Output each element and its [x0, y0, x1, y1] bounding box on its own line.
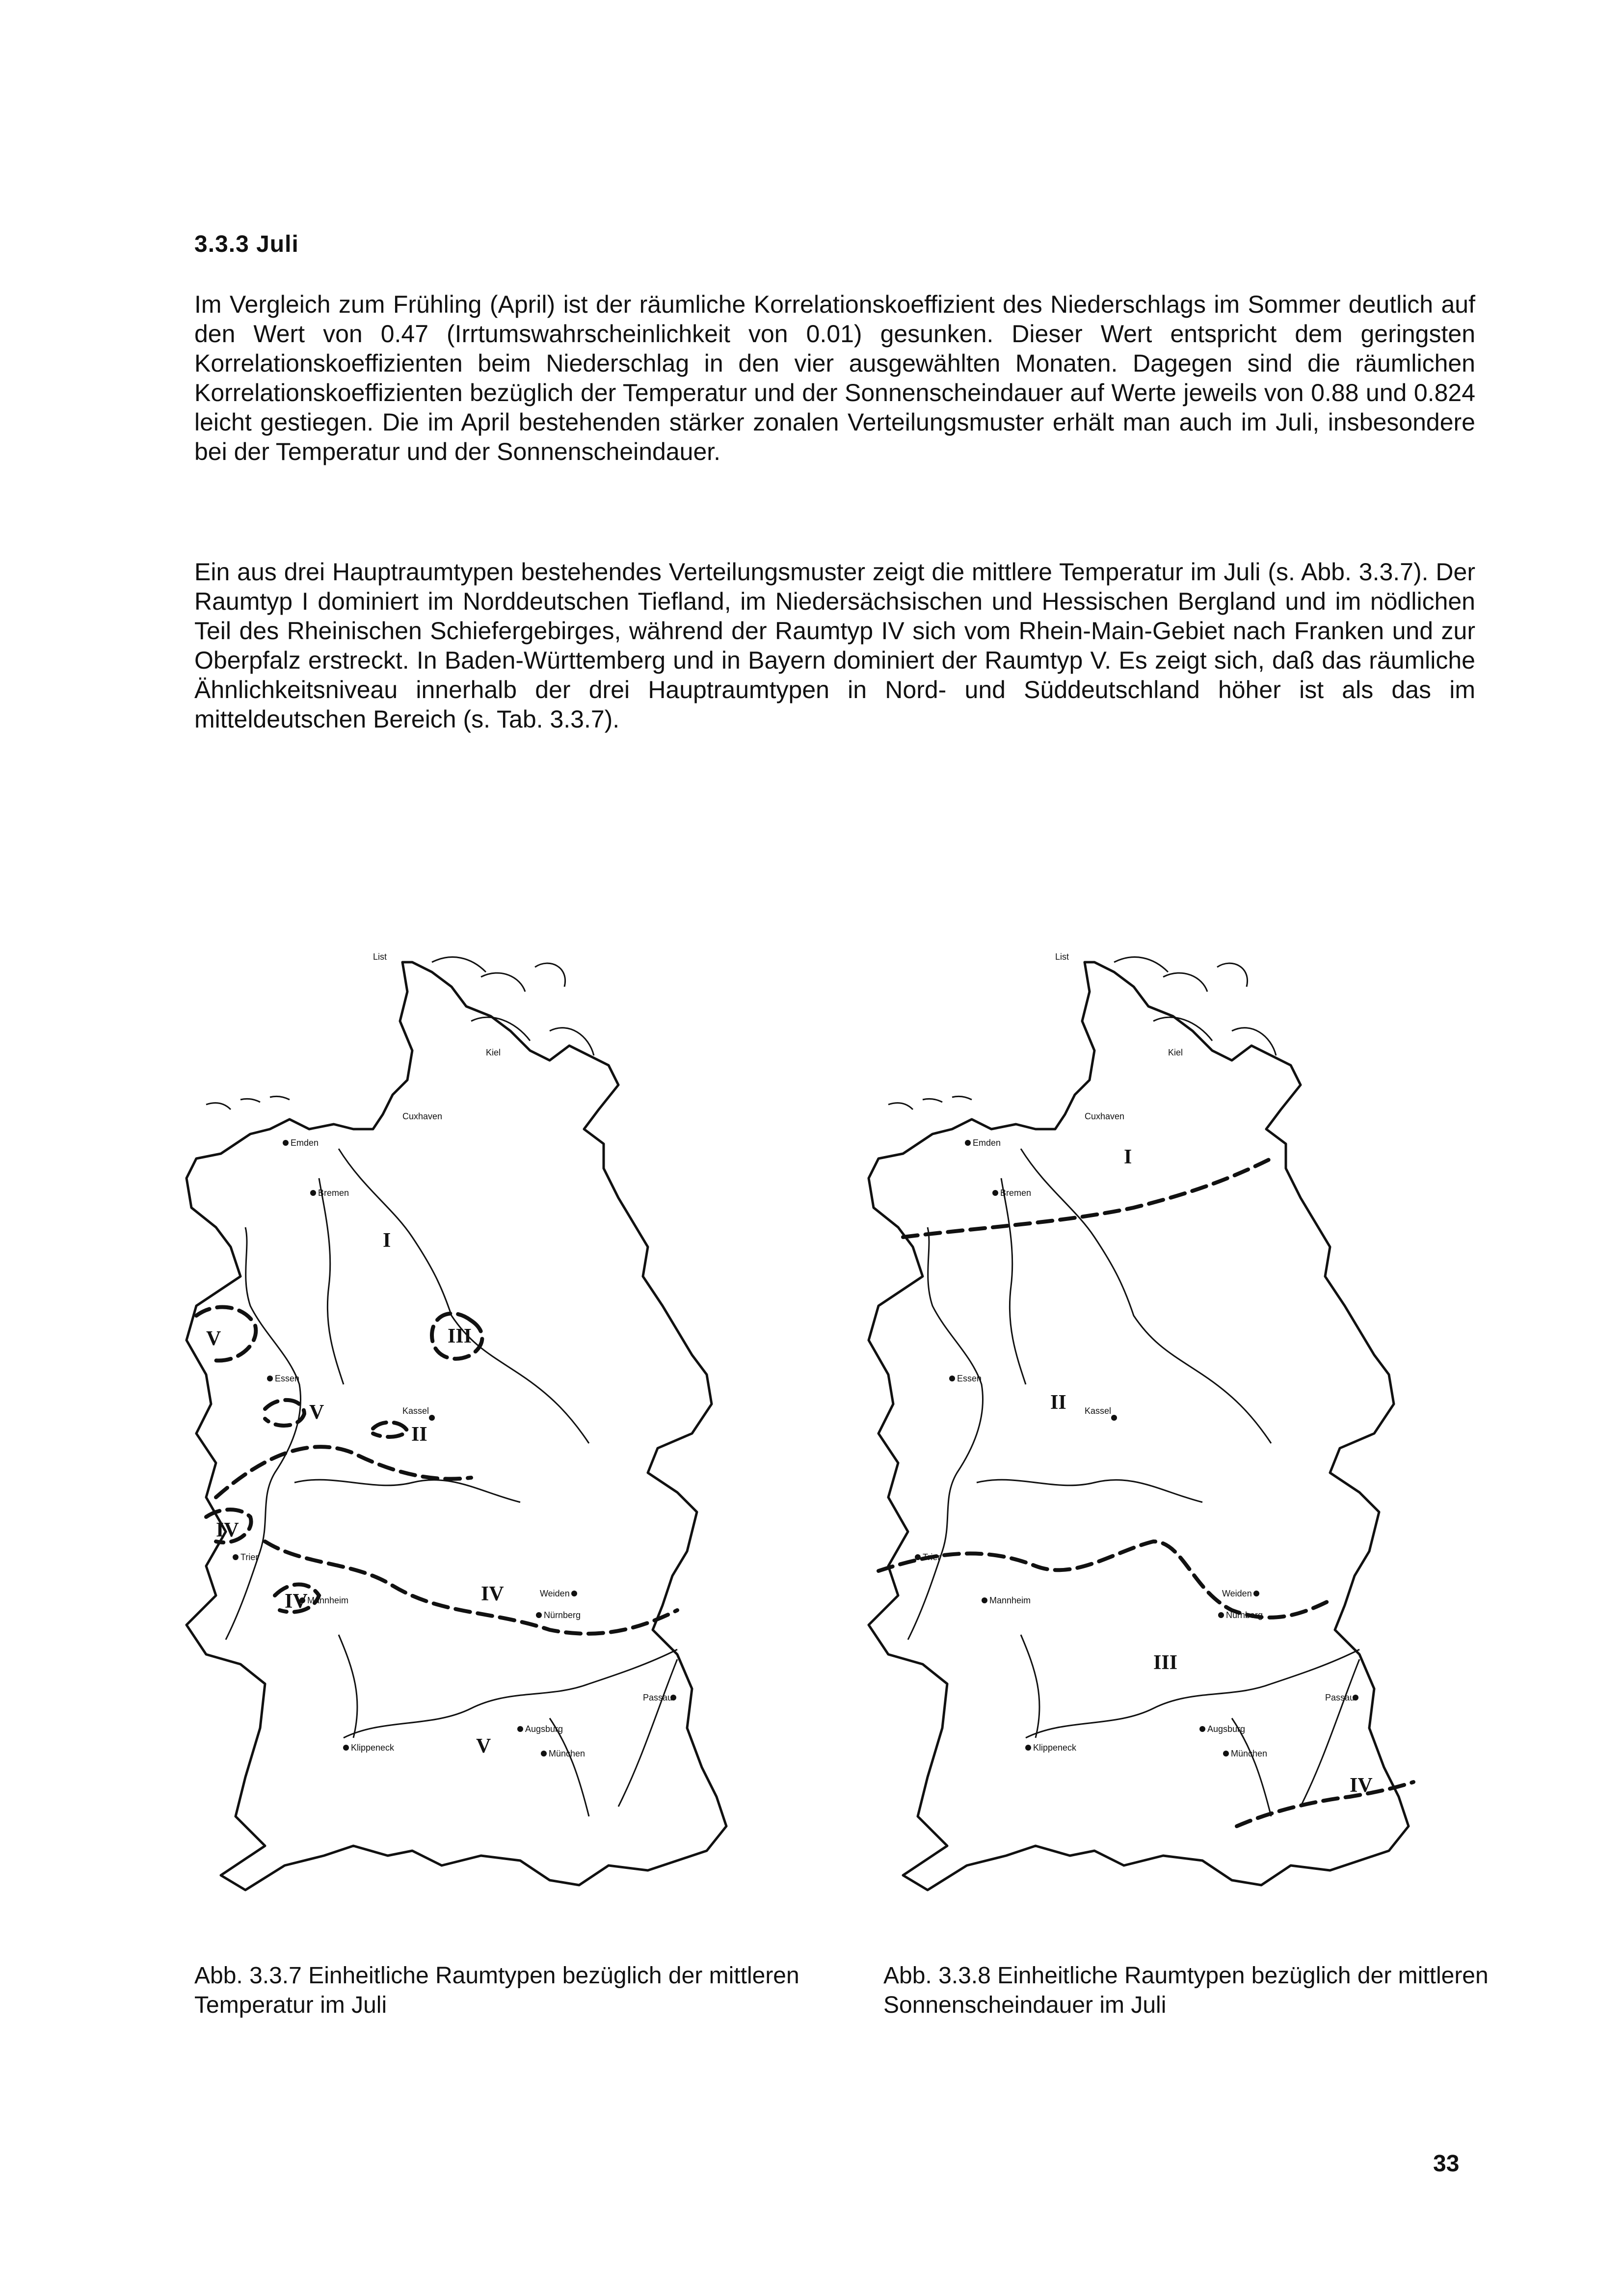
dot-augsburg	[1199, 1726, 1205, 1732]
label-cuxhaven: Cuxhaven	[402, 1111, 443, 1121]
enclave-ii	[373, 1422, 407, 1437]
region-label-v-west: V	[206, 1327, 221, 1350]
section-heading: 3.3.3 Juli	[194, 231, 299, 257]
region-label-iv: IV	[1350, 1774, 1373, 1797]
label-nuernberg: Nürnberg	[1226, 1610, 1263, 1620]
region-label-i: I	[383, 1229, 391, 1252]
map-svg	[859, 933, 1487, 1934]
label-kiel: Kiel	[1168, 1048, 1183, 1057]
river-main	[294, 1480, 520, 1502]
dot-augsburg	[517, 1726, 523, 1732]
label-mannheim: Mannheim	[989, 1595, 1031, 1605]
map-sunshine-july	[859, 933, 1487, 1934]
label-emden: Emden	[291, 1138, 319, 1148]
label-mannheim: Mannheim	[307, 1595, 349, 1605]
label-kassel: Kassel	[1085, 1406, 1112, 1416]
river-inn	[618, 1659, 677, 1807]
germany-border	[869, 962, 1409, 1890]
region-label-ii: II	[1050, 1391, 1066, 1414]
enclave-v-essen	[265, 1400, 304, 1426]
river-rhine	[908, 1227, 983, 1640]
germany-border	[186, 962, 726, 1890]
label-kassel: Kassel	[402, 1406, 429, 1416]
label-augsburg: Augsburg	[1207, 1724, 1246, 1734]
map-svg	[177, 933, 805, 1934]
dot-bremen	[992, 1190, 998, 1196]
dot-kassel	[1111, 1415, 1117, 1421]
label-augsburg: Augsburg	[525, 1724, 563, 1734]
label-essen: Essen	[275, 1374, 300, 1383]
dot-essen	[267, 1376, 273, 1381]
dot-muenchen	[541, 1751, 547, 1756]
label-trier: Trier	[923, 1552, 941, 1562]
region-label-iii: III	[448, 1325, 472, 1348]
label-passau: Passau	[1325, 1693, 1355, 1702]
label-list: List	[373, 952, 387, 962]
region-label-iv: IV	[481, 1583, 504, 1605]
enclave-v-west	[196, 1307, 256, 1361]
dot-kassel	[429, 1415, 435, 1421]
river-weser	[1001, 1178, 1026, 1384]
figure-caption-3-3-7: Abb. 3.3.7 Einheitliche Raumtypen bezüglich der mittleren Temperatur im Juli	[194, 1963, 799, 2018]
dot-muenchen	[1223, 1751, 1229, 1756]
river-rhine	[226, 1227, 301, 1640]
boundary-i-iv	[216, 1447, 471, 1497]
dot-nuernberg	[1218, 1612, 1224, 1618]
frisian-islands	[888, 1096, 972, 1109]
label-bremen: Bremen	[318, 1188, 349, 1198]
river-neckar	[1021, 1635, 1039, 1738]
paragraph-2: Ein aus drei Hauptraumtypen bestehendes Verteilungsmuster zeigt die mittlere Temperatur im Juli (s. Abb. 3.3.7). Der Raumtyp I dominiert im Norddeutschen Tiefland, im Niedersächsischen und Hessischen Bergland und im nödlichen Teil des Rheinischen Schiefergebirges, während der Raumtyp IV sich vom Rhein-Main-Gebiet nach Franken und zur Oberpfalz erstreckt. In Baden-Württemberg und in Bayern dominiert der Raumtyp V. Es zeigt sich, daß das räumliche Ähnlichkeitsniveau innerhalb der drei Hauptraumtypen in Nord- und Süddeutschland höher ist als das im mitteldeutschen Bereich (s. Tab. 3.3.7).	[194, 558, 1475, 733]
label-muenchen: München	[1231, 1749, 1268, 1758]
page-number: 33	[1433, 2151, 1460, 2177]
river-weser	[319, 1178, 344, 1384]
dot-mannheim	[982, 1597, 987, 1603]
label-kiel: Kiel	[486, 1048, 501, 1057]
label-weiden: Weiden	[1222, 1589, 1252, 1598]
label-passau: Passau	[643, 1693, 673, 1702]
dot-trier	[233, 1554, 239, 1560]
label-weiden: Weiden	[540, 1589, 570, 1598]
river-elbe	[339, 1149, 589, 1443]
label-list: List	[1055, 952, 1069, 962]
label-klippeneck: Klippeneck	[1033, 1743, 1077, 1753]
region-label-iii: III	[1153, 1651, 1178, 1674]
dot-weiden	[1253, 1591, 1259, 1596]
river-danube	[344, 1649, 677, 1738]
river-danube	[1026, 1649, 1359, 1738]
label-klippeneck: Klippeneck	[351, 1743, 395, 1753]
dot-bremen	[310, 1190, 316, 1196]
river-neckar	[339, 1635, 357, 1738]
region-label-ii: II	[411, 1423, 427, 1446]
region-label-v-essen: V	[309, 1401, 324, 1424]
region-label-v: V	[476, 1735, 491, 1757]
frisian-islands	[206, 1096, 290, 1109]
dot-essen	[949, 1376, 955, 1381]
label-nuernberg: Nürnberg	[544, 1610, 581, 1620]
dot-klippeneck	[1025, 1745, 1031, 1751]
region-label-iv-trier: IV	[216, 1519, 239, 1541]
boundary-iv-v	[265, 1541, 677, 1634]
dot-klippeneck	[343, 1745, 349, 1751]
label-emden: Emden	[973, 1138, 1001, 1148]
label-trier: Trier	[240, 1552, 259, 1562]
boundary-i-ii	[903, 1159, 1271, 1237]
map-temperature-july	[177, 933, 805, 1934]
dot-emden	[965, 1140, 971, 1146]
river-main	[977, 1480, 1202, 1502]
label-bremen: Bremen	[1000, 1188, 1032, 1198]
boundary-ii-iii	[878, 1541, 1330, 1618]
dot-weiden	[571, 1591, 577, 1596]
label-cuxhaven: Cuxhaven	[1085, 1111, 1125, 1121]
dot-trier	[915, 1554, 921, 1560]
label-muenchen: München	[549, 1749, 585, 1758]
figure-caption-3-3-8: Abb. 3.3.8 Einheitliche Raumtypen bezüglich der mittleren Sonnenscheindauer im Juli	[883, 1963, 1489, 2018]
region-label-iv-mannheim: IV	[285, 1590, 308, 1613]
paragraph-1: Im Vergleich zum Frühling (April) ist der räumliche Korrelationskoeffizient des Niederschlags im Sommer deutlich auf den Wert von 0.47 (Irrtumswahrscheinlichkeit von 0.01) gesunken. Dieser Wert entspricht dem geringsten Korrelationskoeffizienten beim Niederschlag in den vier ausgewählten Monaten. Dagegen sind die räumlichen Korrelationskoeffizienten bezüglich der Temperatur und der Sonnenscheindauer auf Werte jeweils von 0.88 und 0.824 leicht gestiegen. Die im April bestehenden stärker zonalen Verteilungsmuster erhält man auch im Juli, insbesondere bei der Temperatur und der Sonnenscheindauer.	[194, 291, 1475, 465]
dot-emden	[283, 1140, 289, 1146]
dot-nuernberg	[536, 1612, 542, 1618]
label-essen: Essen	[957, 1374, 982, 1383]
region-label-i: I	[1124, 1146, 1132, 1168]
